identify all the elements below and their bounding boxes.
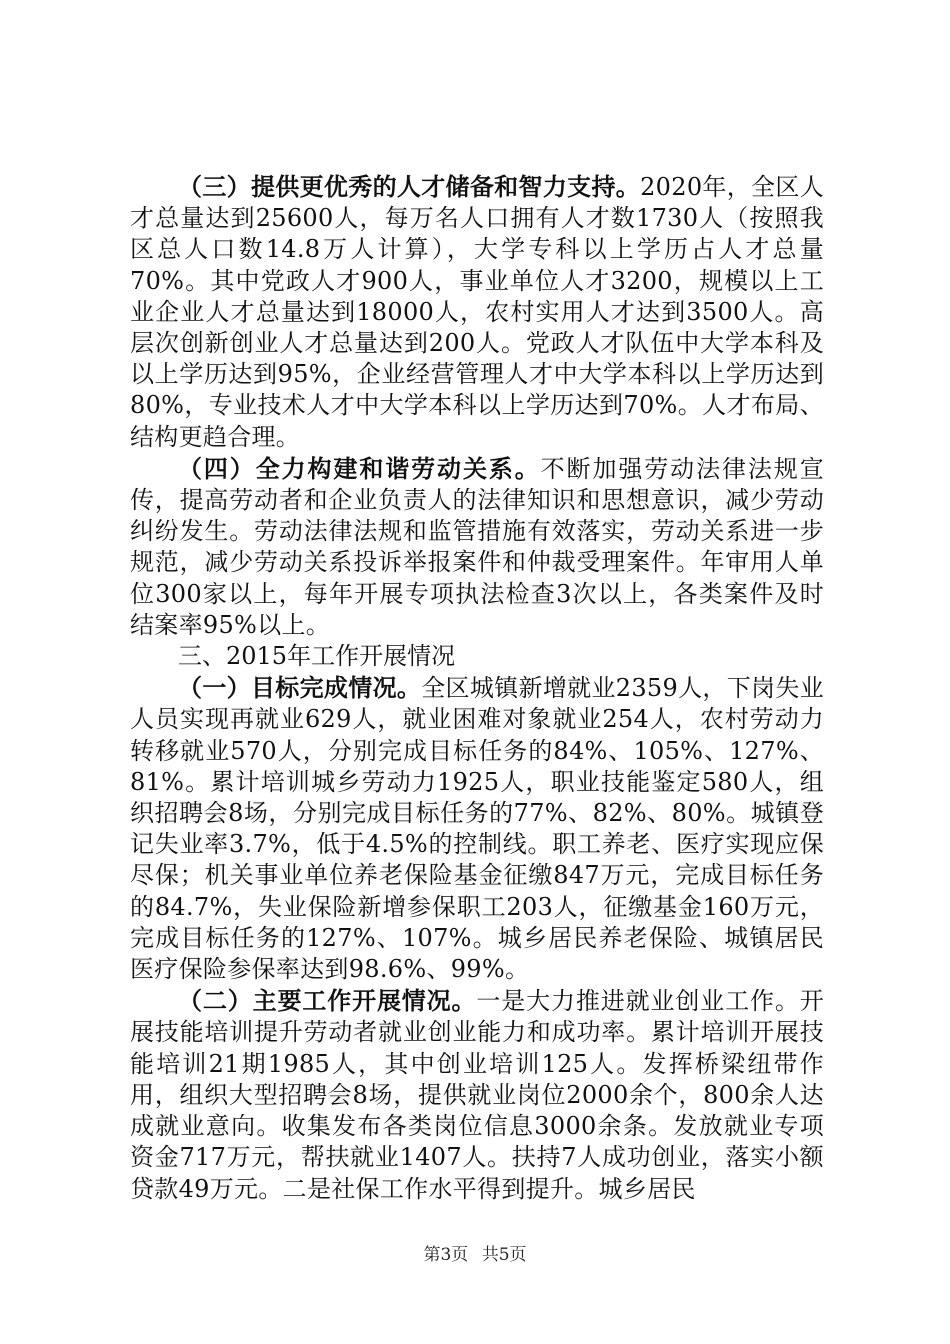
paragraph-heading: （一）目标完成情况。 (178, 673, 422, 703)
paragraph-main-work (130, 985, 824, 1204)
paragraph-text: 2020年，全区人才总量达到25600人，每万名人口拥有人才数1730人（按照我区总人口数14.8万人计算），大学专科以上学历占人才总量70%。其中党政人才900人，事业单位人才3200，规模以上工业企业人才总量达到18000人，农村实用人才达到3500人。高层次创新创业人才总量达到200人。党政人才队伍中大学本科及以上学历达到95%，企业经营管理人才中大学本科以上学历达到80%，专业技术人才中大学本科以上学历达到70%。人才布局、结构更趋合理。 (130, 173, 824, 451)
paragraph-labor-relations (130, 453, 824, 641)
document-body (130, 171, 824, 1205)
paragraph-heading: （三）提供更优秀的人才储备和智力支持。 (178, 172, 641, 201)
section-title: 三、2015年工作开展情况 (178, 642, 456, 671)
paragraph-heading: （二）主要工作开展情况。 (178, 986, 477, 1016)
page-total: 共5页 (481, 1245, 527, 1265)
paragraph-goal-completion (130, 672, 824, 985)
paragraph-heading: （四）全力构建和谐劳动关系。 (178, 453, 541, 483)
paragraph-text: 不断加强劳动法律法规宣传，提高劳动者和企业负责人的法律知识和思想意识，减少劳动纠纷发生。劳动法律法规和监管措施有效落实，劳动关系进一步规范，减少劳动关系投诉举报案件和仲裁受理案件。年审用人单位300家以上，每年开展专项执法检查3次以上，各类案件及时结案率95%以上。 (130, 454, 824, 639)
paragraph-talent-reserve (130, 171, 824, 453)
page-number: 第3页 (423, 1245, 469, 1265)
paragraph-text: 一是大力推进就业创业工作。开展技能培训提升劳动者就业创业能力和成功率。累计培训开展技能培训21期1985人，其中创业培训125人。发挥桥梁纽带作用，组织大型招聘会8场，提供就业岗位2000余个，800余人达成就业意向。收集发布各类岗位信息3000余条。发放就业专项资金717万元，帮扶就业1407人。扶持7人成功创业，落实小额贷款49万元。二是社保工作水平得到提升。城乡居民 (130, 987, 824, 1203)
paragraph-text: 全区城镇新增就业2359人，下岗失业人员实现再就业629人，就业困难对象就业254人，农村劳动力转移就业570人，分别完成目标任务的84%、105%、127%、81%。累计培训城乡劳动力1925人，职业技能鉴定580人，组织招聘会8场，分别完成目标任务的77%、82%、80%。城镇登记失业率3.7%，低于4.5%的控制线。职工养老、医疗实现应保尽保；机关事业单位养老保险基金征缴847万元，完成目标任务的84.7%，失业保险新增参保职工203人，征缴基金160万元，完成目标任务的127%、107%。城乡居民养老保险、城镇居民医疗保险参保率达到98.6%、99%。 (130, 674, 824, 984)
page-footer (0, 1240, 950, 1265)
